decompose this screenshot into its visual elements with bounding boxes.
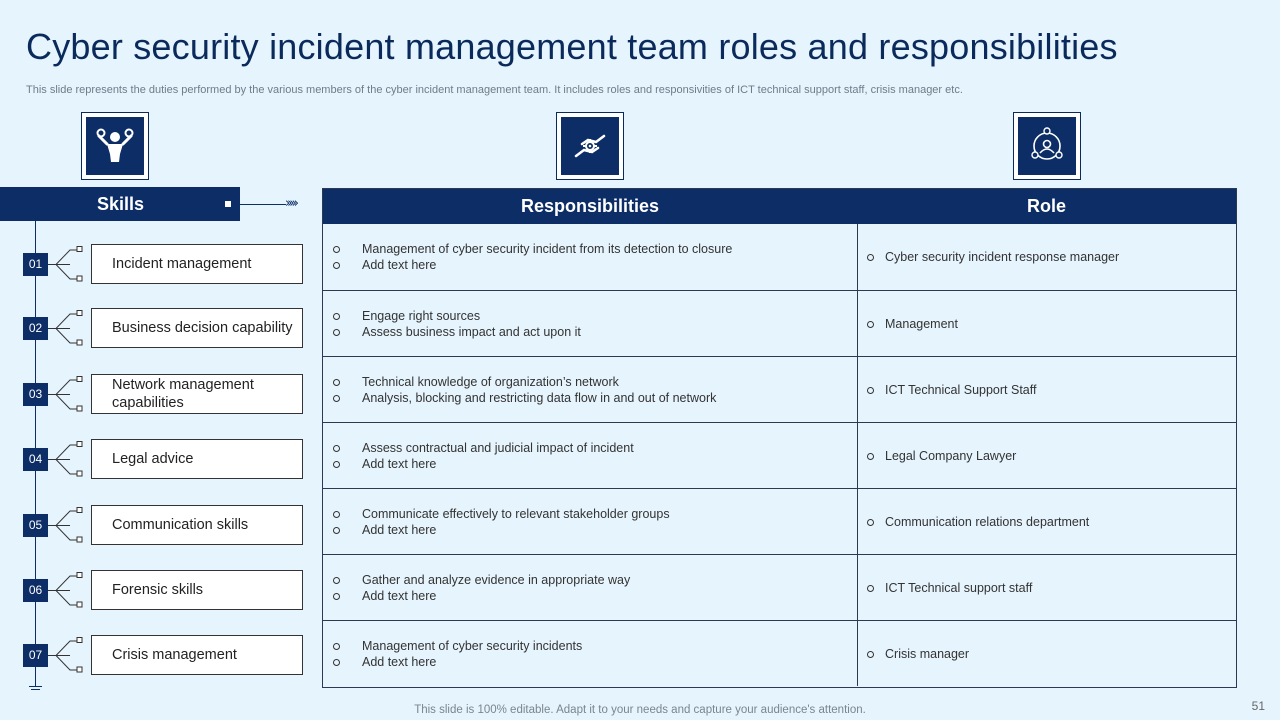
role-icon-box — [1013, 112, 1081, 180]
branch-connector-icon — [48, 308, 88, 350]
responsibilities-icon-box — [556, 112, 624, 180]
skill-number: 06 — [23, 579, 48, 602]
skills-icon-box — [81, 112, 149, 180]
skill-item — [0, 570, 310, 612]
responsibility-item: Add text here — [323, 257, 857, 273]
table-row — [323, 290, 1236, 356]
branch-connector-icon — [48, 570, 88, 612]
table-row — [323, 224, 1236, 290]
table-row — [323, 356, 1236, 422]
responsibilities-cell — [323, 621, 857, 686]
skill-number: 04 — [23, 448, 48, 471]
timeline-end-mark — [31, 689, 40, 690]
skill-label: Legal advice — [91, 439, 303, 479]
responsibility-item: Engage right sources — [323, 308, 857, 324]
table-header — [323, 189, 1236, 224]
branch-connector-icon — [48, 244, 88, 286]
responsibilities-cell — [323, 489, 857, 554]
role-cell — [857, 291, 1236, 356]
responsibilities-cell — [323, 423, 857, 488]
skill-label: Incident management — [91, 244, 303, 284]
responsibilities-cell — [323, 224, 857, 290]
responsibilities-cell — [323, 555, 857, 620]
page-number: 51 — [1251, 699, 1265, 713]
responsibility-item: Technical knowledge of organization’s network — [323, 374, 857, 390]
skill-label: Crisis management — [91, 635, 303, 675]
skill-item — [0, 374, 310, 416]
role-item: Cyber security incident response manager — [858, 249, 1236, 265]
role-cell — [857, 555, 1236, 620]
skill-item — [0, 439, 310, 481]
skill-label: Communication skills — [91, 505, 303, 545]
role-item: Management — [858, 316, 1236, 332]
responsibility-item: Gather and analyze evidence in appropriate way — [323, 572, 857, 588]
team-person-gears-icon — [93, 124, 137, 168]
timeline-end-mark — [29, 686, 42, 687]
page-subtitle: This slide represents the duties performed by the various members of the cyber incident management team. It includes roles and responsivities of ICT technical support staff, crisis manager etc. — [26, 84, 963, 96]
skill-item — [0, 505, 310, 547]
role-cell — [857, 423, 1236, 488]
page-title: Cyber security incident management team roles and responsibilities — [26, 26, 1118, 67]
branch-connector-icon — [48, 635, 88, 677]
table-row — [323, 620, 1236, 686]
skill-number: 03 — [23, 383, 48, 406]
skill-item — [0, 635, 310, 677]
role-item: Legal Company Lawyer — [858, 448, 1236, 464]
role-cell — [857, 489, 1236, 554]
responsibility-item: Management of cyber security incidents — [323, 638, 857, 654]
role-cell — [857, 357, 1236, 422]
responsibility-item: Add text here — [323, 588, 857, 604]
skill-label: Network management capabilities — [91, 374, 303, 414]
responsibilities-cell — [323, 291, 857, 356]
responsibility-item: Add text here — [323, 456, 857, 472]
responsibility-item: Add text here — [323, 654, 857, 670]
skill-item — [0, 244, 310, 286]
footer-note: This slide is 100% editable. Adapt it to your needs and capture your audience's attention. — [414, 704, 866, 716]
role-item: ICT Technical support staff — [858, 580, 1236, 596]
skill-number: 07 — [23, 644, 48, 667]
skill-label: Forensic skills — [91, 570, 303, 610]
branch-connector-icon — [48, 374, 88, 416]
header-role: Role — [1026, 196, 1066, 216]
responsibility-item: Management of cyber security incident from its detection to closure — [323, 241, 857, 257]
responsibility-item: Assess business impact and act upon it — [323, 324, 857, 340]
chevron-arrows-icon: ››››› — [285, 196, 296, 211]
responsibility-item: Communicate effectively to relevant stakeholder groups — [323, 506, 857, 522]
skill-label: Business decision capability — [91, 308, 303, 348]
role-cell — [857, 621, 1236, 686]
table-row — [323, 488, 1236, 554]
hand-gear-icon — [568, 124, 612, 168]
responsibilities-cell — [323, 357, 857, 422]
skill-number: 01 — [23, 253, 48, 276]
skill-number: 05 — [23, 514, 48, 537]
skill-item — [0, 308, 310, 350]
branch-connector-icon — [48, 505, 88, 547]
responsibility-item: Assess contractual and judicial impact of incident — [323, 440, 857, 456]
header-responsibilities: Responsibilities — [520, 196, 660, 216]
table-row — [323, 554, 1236, 620]
skill-number: 02 — [23, 317, 48, 340]
role-cell — [857, 224, 1236, 290]
table-row — [323, 422, 1236, 488]
responsibility-item: Analysis, blocking and restricting data flow in and out of network — [323, 390, 857, 406]
role-item: ICT Technical Support Staff — [858, 382, 1236, 398]
role-item: Communication relations department — [858, 514, 1236, 530]
branch-connector-icon — [48, 439, 88, 481]
person-network-icon — [1025, 124, 1069, 168]
responsibilities-table — [322, 188, 1237, 688]
skills-header-marker — [224, 200, 232, 208]
role-item: Crisis manager — [858, 646, 1236, 662]
skills-connector-line — [232, 204, 286, 205]
skills-header: Skills — [0, 187, 240, 221]
responsibility-item: Add text here — [323, 522, 857, 538]
